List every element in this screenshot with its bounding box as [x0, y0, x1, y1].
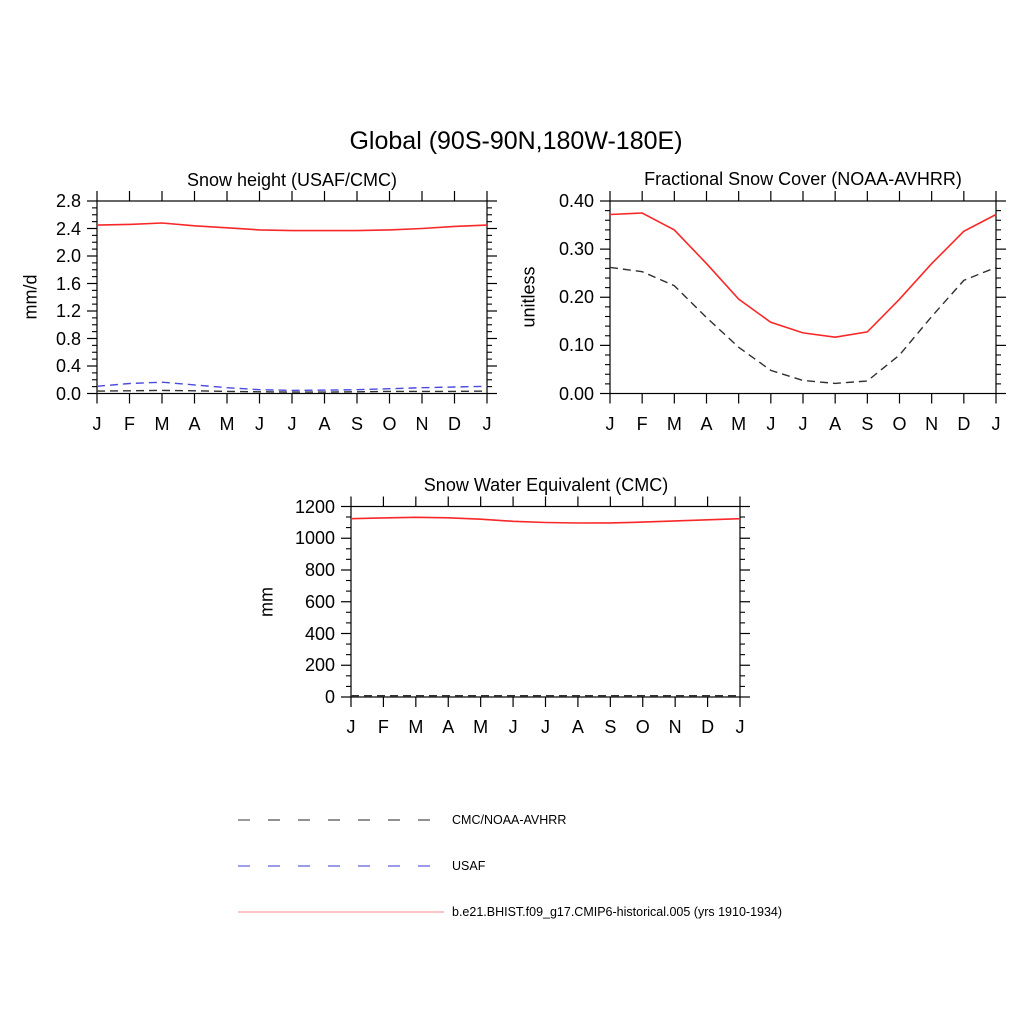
month-label: J — [255, 413, 264, 434]
y-tick-label: 0.20 — [558, 287, 594, 308]
series-line-solid — [351, 517, 740, 523]
y-tick-label: 1000 — [294, 528, 335, 549]
month-label: D — [448, 413, 461, 434]
month-label: S — [604, 717, 617, 737]
month-label: S — [350, 413, 363, 434]
series-line-solid — [610, 213, 996, 337]
y-tick-label: 400 — [304, 623, 335, 644]
plot-frame — [351, 507, 740, 698]
panel-snow-height-title: Snow height (USAF/CMC) — [186, 170, 398, 190]
month-label: J — [92, 413, 102, 434]
legend-label-model: b.e21.BHIST.f09_g17.CMIP6-historical.005 (yrs 1910-1934) — [452, 905, 783, 919]
y-tick-label: 2.4 — [55, 218, 81, 239]
month-label: S — [861, 413, 874, 434]
y-tick-label: 200 — [304, 655, 335, 676]
month-label: M — [408, 717, 424, 737]
series-line-dashed — [610, 267, 996, 383]
panel-swe-title: Snow Water Equivalent (CMC) — [423, 475, 669, 495]
y-tick-label: 0.4 — [55, 356, 81, 376]
legend-label-usaf: USAF — [452, 859, 486, 873]
y-tick-label: 1.6 — [55, 273, 81, 294]
month-label: J — [541, 717, 550, 737]
month-label: J — [735, 717, 745, 737]
month-label: A — [318, 413, 331, 434]
month-label: N — [415, 413, 429, 434]
month-label: J — [991, 413, 1001, 434]
y-tick-label: 1200 — [294, 496, 335, 517]
month-label: F — [636, 413, 648, 434]
month-label: F — [124, 413, 135, 434]
month-label: A — [700, 413, 713, 434]
panel-snow-cover-title: Fractional Snow Cover (NOAA-AVHRR) — [644, 169, 962, 189]
month-label: J — [482, 413, 492, 434]
series-line-dashed — [97, 382, 487, 390]
month-label: M — [219, 413, 235, 434]
y-tick-label: 0.00 — [558, 383, 594, 404]
y-tick-label: 0.40 — [558, 191, 594, 211]
month-label: J — [766, 413, 776, 434]
month-label: J — [605, 413, 615, 434]
month-label: J — [346, 717, 356, 737]
series-line-solid — [97, 223, 487, 231]
legend-line-cmc-noaa-avhrr — [237, 813, 449, 827]
month-label: N — [668, 717, 682, 737]
month-label: J — [798, 413, 808, 434]
y-tick-label: 600 — [304, 591, 335, 612]
month-label: O — [382, 413, 397, 434]
legend-label-cmc-noaa-avhrr: CMC/NOAA-AVHRR — [452, 813, 567, 827]
month-label: M — [473, 717, 489, 737]
month-label: A — [442, 717, 455, 737]
figure-title: Global (90S-90N,180W-180E) — [349, 127, 683, 155]
month-label: O — [635, 717, 650, 737]
panel-snow-cover-yaxis-label: unitless — [518, 266, 539, 328]
y-tick-label: 0.0 — [55, 383, 81, 404]
month-label: A — [571, 717, 584, 737]
month-label: D — [957, 413, 971, 434]
y-tick-label: 1.2 — [55, 301, 81, 321]
legend-line-usaf — [237, 859, 449, 873]
month-label: N — [925, 413, 939, 434]
month-label: M — [666, 413, 682, 434]
month-label: A — [188, 413, 201, 434]
plot-frame — [610, 201, 996, 394]
month-label: M — [154, 413, 170, 434]
y-tick-label: 0.8 — [55, 328, 81, 349]
panel-swe-yaxis-label: mm — [256, 587, 277, 617]
y-tick-label: 0.10 — [558, 335, 594, 356]
month-label: J — [508, 717, 518, 737]
month-label: F — [377, 717, 389, 737]
month-label: D — [701, 717, 715, 737]
month-label: J — [287, 413, 297, 434]
y-tick-label: 2.8 — [55, 191, 81, 211]
y-tick-label: 2.0 — [55, 246, 81, 266]
panel-snow-height-yaxis-label: mm/d — [20, 274, 41, 320]
month-label: M — [731, 413, 747, 434]
y-tick-label: 800 — [304, 560, 335, 580]
legend-line-model — [237, 905, 449, 919]
y-tick-label: 0.30 — [558, 239, 594, 260]
month-label: A — [829, 413, 842, 434]
y-tick-label: 0 — [324, 687, 335, 707]
month-label: O — [892, 413, 907, 434]
